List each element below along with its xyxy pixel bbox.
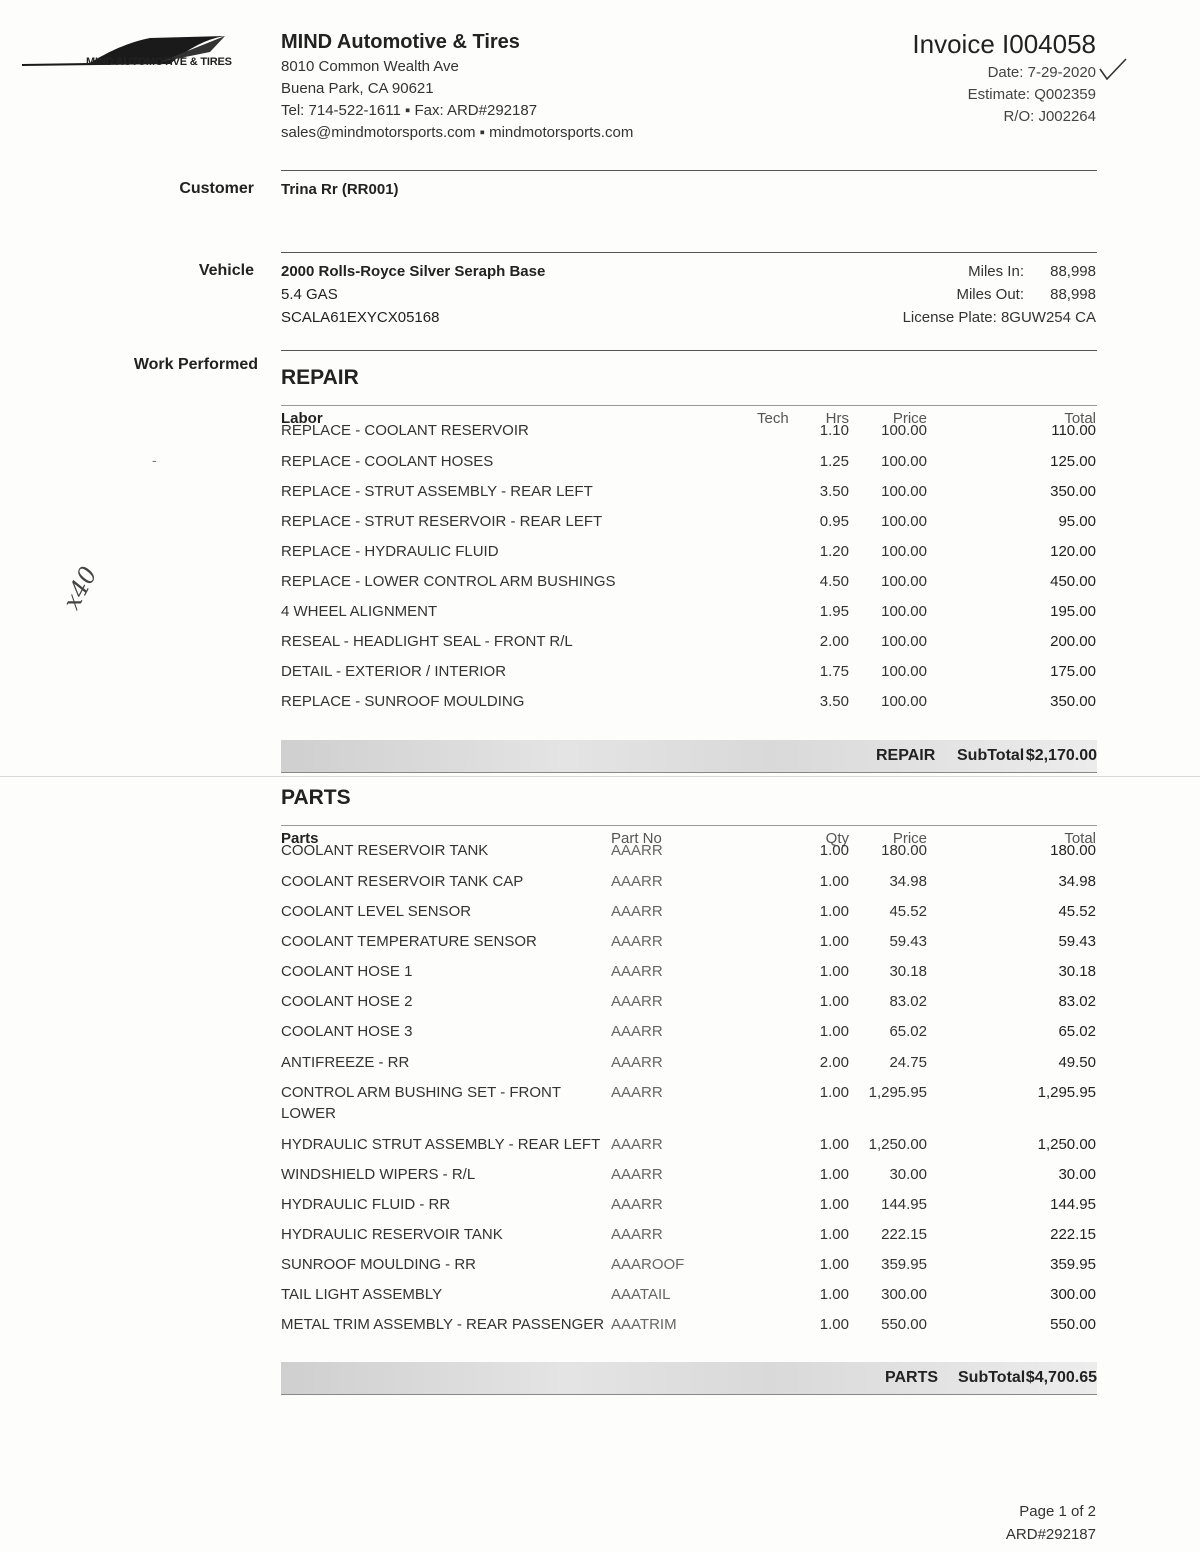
part-qty: 1.00 — [819, 993, 849, 1010]
part-desc: COOLANT LEVEL SENSOR — [281, 903, 472, 920]
repair-price: 100.00 — [881, 663, 927, 680]
repair-hrs: 1.75 — [819, 663, 849, 680]
part-price: 30.18 — [889, 963, 927, 980]
footer-ard: ARD#292187 — [1005, 1526, 1096, 1543]
repair-row — [281, 543, 1097, 567]
part-qty: 1.00 — [819, 1226, 849, 1243]
part-qty: 1.00 — [819, 1196, 849, 1213]
repair-hrs: 3.50 — [819, 483, 849, 500]
invoice-ro: R/O: J002264 — [1003, 108, 1096, 125]
repair-row — [281, 483, 1097, 507]
parts-row — [281, 933, 1097, 957]
vehicle-label: Vehicle — [198, 262, 254, 279]
company-name: MIND Automotive & Tires — [281, 31, 520, 53]
miles-in-value: 88,998 — [1050, 263, 1096, 280]
part-qty: 1.00 — [819, 1166, 849, 1183]
parts-row — [281, 903, 1097, 927]
invoice-estimate: Estimate: Q002359 — [967, 86, 1096, 103]
repair-row — [281, 693, 1097, 717]
part-price: 180.00 — [881, 842, 927, 859]
repair-total: 120.00 — [1050, 543, 1096, 560]
part-number: AAATAIL — [611, 1286, 671, 1303]
header-parts: Parts — [281, 830, 319, 847]
repair-desc: REPLACE - HYDRAULIC FLUID — [281, 543, 499, 560]
part-qty: 1.00 — [819, 1256, 849, 1273]
company-web: sales@mindmotorsports.com ▪ mindmotorsports.com — [281, 124, 634, 141]
parts-row — [281, 1226, 1097, 1250]
part-price: 300.00 — [881, 1286, 927, 1303]
parts-row — [281, 1166, 1097, 1190]
part-desc: COOLANT HOSE 1 — [281, 963, 413, 980]
repair-price: 100.00 — [881, 543, 927, 560]
repair-price: 100.00 — [881, 422, 927, 439]
part-price: 65.02 — [889, 1023, 927, 1040]
miles-out-value: 88,998 — [1050, 286, 1096, 303]
divider — [281, 405, 1097, 406]
part-desc: COOLANT TEMPERATURE SENSOR — [281, 933, 537, 950]
parts-subtotal-bar — [281, 1362, 1097, 1395]
part-desc: COOLANT RESERVOIR TANK CAP — [281, 873, 524, 890]
parts-row — [281, 842, 1097, 866]
repair-desc: REPLACE - STRUT ASSEMBLY - REAR LEFT — [281, 483, 593, 500]
repair-row — [281, 453, 1097, 477]
part-price: 359.95 — [881, 1256, 927, 1273]
part-number: AAAROOF — [611, 1256, 685, 1273]
part-total: 59.43 — [1058, 933, 1096, 950]
part-qty: 1.00 — [819, 842, 849, 859]
parts-subtotal-value: $4,700.65 — [1025, 1369, 1097, 1386]
part-total: 359.95 — [1050, 1256, 1096, 1273]
repair-hrs: 0.95 — [819, 513, 849, 530]
part-qty: 1.00 — [819, 1286, 849, 1303]
part-total: 30.00 — [1058, 1166, 1096, 1183]
part-price: 34.98 — [889, 873, 927, 890]
repair-hrs: 1.20 — [819, 543, 849, 560]
miles-out-label: Miles Out: — [956, 286, 1024, 303]
part-qty: 1.00 — [819, 963, 849, 980]
part-number: AAARR — [611, 842, 663, 859]
header-labor: Labor — [281, 410, 323, 427]
repair-price: 100.00 — [881, 603, 927, 620]
part-total: 300.00 — [1050, 1286, 1096, 1303]
customer-label: Customer — [179, 180, 254, 197]
part-price: 83.02 — [889, 993, 927, 1010]
logo-text: MIND AUTOMOTIVE & TIRES — [86, 56, 232, 68]
invoice-header — [912, 28, 1096, 128]
part-total: 49.50 — [1058, 1054, 1096, 1071]
divider — [281, 350, 1097, 351]
scan-mark: - — [152, 452, 157, 468]
divider — [281, 252, 1097, 253]
divider — [281, 825, 1097, 826]
parts-row — [281, 963, 1097, 987]
part-number: AAARR — [611, 1054, 663, 1071]
repair-row — [281, 422, 1097, 446]
parts-row — [281, 1256, 1097, 1280]
part-price: 45.52 — [889, 903, 927, 920]
page-footer — [1006, 1500, 1096, 1546]
part-qty: 1.00 — [819, 1084, 849, 1101]
part-number: AAARR — [611, 1166, 663, 1183]
repair-total: 110.00 — [1051, 422, 1096, 439]
repair-total: 350.00 — [1050, 693, 1096, 710]
repair-price: 100.00 — [881, 453, 927, 470]
part-number: AAARR — [611, 993, 663, 1010]
parts-row — [281, 1084, 1097, 1122]
repair-price: 100.00 — [881, 573, 927, 590]
part-price: 1,295.95 — [868, 1084, 927, 1101]
parts-row — [281, 1196, 1097, 1220]
part-qty: 2.00 — [819, 1054, 849, 1071]
company-address-line1: 8010 Common Wealth Ave — [281, 58, 459, 75]
part-total: 45.52 — [1058, 903, 1096, 920]
part-qty: 1.00 — [819, 1023, 849, 1040]
repair-total: 350.00 — [1050, 483, 1096, 500]
part-number: AAARR — [611, 873, 663, 890]
part-desc: COOLANT RESERVOIR TANK — [281, 842, 489, 859]
repair-subtotal-bar — [281, 740, 1097, 773]
paper-fold-line — [0, 776, 1200, 777]
part-number: AAATRIM — [611, 1316, 677, 1333]
header-tech: Tech — [757, 410, 789, 427]
part-desc: WINDSHIELD WIPERS - R/L — [281, 1166, 476, 1183]
header-hrs: Hrs — [825, 410, 849, 427]
part-number: AAARR — [611, 903, 663, 920]
part-total: 550.00 — [1050, 1316, 1096, 1333]
vehicle-mileage — [903, 260, 1096, 329]
repair-price: 100.00 — [881, 513, 927, 530]
work-performed-label: Work Performed — [133, 356, 258, 373]
part-desc: HYDRAULIC FLUID - RR — [281, 1196, 451, 1213]
part-desc: TAIL LIGHT ASSEMBLY — [281, 1286, 443, 1303]
part-price: 24.75 — [889, 1054, 927, 1071]
repair-desc: 4 WHEEL ALIGNMENT — [281, 603, 438, 620]
repair-hrs: 3.50 — [819, 693, 849, 710]
company-logo — [20, 30, 260, 75]
license-plate: License Plate: 8GUW254 CA — [902, 309, 1096, 326]
part-desc: COOLANT HOSE 3 — [281, 1023, 413, 1040]
part-qty: 1.00 — [819, 873, 849, 890]
parts-table — [281, 830, 1097, 1333]
repair-row — [281, 663, 1097, 687]
repair-hrs: 1.95 — [819, 603, 849, 620]
part-price: 59.43 — [889, 933, 927, 950]
repair-desc: REPLACE - SUNROOF MOULDING — [281, 693, 525, 710]
repair-row — [281, 603, 1097, 627]
header-partno: Part No — [611, 830, 662, 847]
repair-total: 200.00 — [1050, 633, 1096, 650]
part-price: 144.95 — [881, 1196, 927, 1213]
part-price: 550.00 — [881, 1316, 927, 1333]
part-desc: CONTROL ARM BUSHING SET - FRONT — [281, 1084, 562, 1101]
part-desc: HYDRAULIC RESERVOIR TANK — [281, 1226, 503, 1243]
repair-row — [281, 513, 1097, 537]
repair-desc: REPLACE - STRUT RESERVOIR - REAR LEFT — [281, 513, 603, 530]
repair-table — [281, 410, 1097, 710]
part-number: AAARR — [611, 1136, 663, 1153]
part-number: AAARR — [611, 1023, 663, 1040]
parts-row — [281, 873, 1097, 897]
page-number: Page 1 of 2 — [1019, 1503, 1096, 1520]
invoice-title: Invoice I004058 — [912, 29, 1096, 59]
part-qty: 1.00 — [819, 933, 849, 950]
repair-price: 100.00 — [881, 483, 927, 500]
repair-price: 100.00 — [881, 693, 927, 710]
repair-row — [281, 633, 1097, 657]
parts-row — [281, 1136, 1097, 1160]
repair-desc: DETAIL - EXTERIOR / INTERIOR — [281, 663, 507, 680]
part-total: 34.98 — [1058, 873, 1096, 890]
repair-hrs: 4.50 — [819, 573, 849, 590]
repair-desc: REPLACE - COOLANT RESERVOIR — [281, 422, 529, 439]
parts-row — [281, 1054, 1097, 1078]
part-qty: 1.00 — [819, 1136, 849, 1153]
divider — [281, 170, 1097, 171]
part-qty: 1.00 — [819, 903, 849, 920]
company-info — [281, 30, 633, 144]
part-total: 30.18 — [1058, 963, 1096, 980]
header-price: Price — [892, 410, 927, 427]
part-total: 65.02 — [1058, 1023, 1096, 1040]
part-total: 222.15 — [1050, 1226, 1096, 1243]
invoice-date: Date: 7-29-2020 — [987, 64, 1096, 81]
parts-subtotal-label: PARTS — [885, 1369, 939, 1386]
header-total: Total — [1064, 830, 1096, 847]
part-price: 222.15 — [881, 1226, 927, 1243]
repair-total: 95.00 — [1058, 513, 1096, 530]
repair-hrs: 1.25 — [819, 453, 849, 470]
customer-name: Trina Rr (RR001) — [281, 181, 399, 198]
repair-subtotal-label: REPAIR — [876, 747, 936, 764]
repair-price: 100.00 — [881, 633, 927, 650]
vehicle-vin: SCALA61EXYCX05168 — [281, 309, 440, 326]
handwritten-note — [58, 556, 118, 626]
repair-desc: REPLACE - COOLANT HOSES — [281, 453, 494, 470]
part-total: 1,295.95 — [1037, 1084, 1096, 1101]
repair-hrs: 2.00 — [819, 633, 849, 650]
part-total: 1,250.00 — [1037, 1136, 1096, 1153]
parts-section-title: PARTS — [281, 786, 351, 809]
part-total: 144.95 — [1050, 1196, 1096, 1213]
part-desc: ANTIFREEZE - RR — [281, 1054, 410, 1071]
vehicle-engine: 5.4 GAS — [281, 286, 338, 303]
header-total: Total — [1064, 410, 1096, 427]
repair-section-title: REPAIR — [281, 366, 359, 389]
header-qty: Qty — [825, 830, 849, 847]
vehicle-model: 2000 Rolls-Royce Silver Seraph Base — [281, 263, 546, 280]
part-qty: 1.00 — [819, 1316, 849, 1333]
repair-total: 175.00 — [1050, 663, 1096, 680]
part-number: AAARR — [611, 963, 663, 980]
part-number: AAARR — [611, 1084, 663, 1101]
part-price: 1,250.00 — [868, 1136, 927, 1153]
handwritten-note-text: x40 — [57, 561, 103, 615]
header-price: Price — [892, 830, 927, 847]
repair-subtotal-value: $2,170.00 — [1025, 747, 1097, 764]
parts-subtotal-word: SubTotal — [958, 1369, 1026, 1386]
vehicle-info — [281, 260, 545, 329]
part-desc: COOLANT HOSE 2 — [281, 993, 413, 1010]
repair-row — [281, 573, 1097, 597]
handwritten-checkmark-icon — [1098, 57, 1128, 83]
parts-row — [281, 1286, 1097, 1310]
repair-subtotal-word: SubTotal — [957, 747, 1025, 764]
part-desc: SUNROOF MOULDING - RR — [281, 1256, 476, 1273]
part-total: 180.00 — [1050, 842, 1096, 859]
parts-row — [281, 993, 1097, 1017]
part-number: AAARR — [611, 933, 663, 950]
repair-total: 450.00 — [1050, 573, 1096, 590]
repair-total: 125.00 — [1050, 453, 1096, 470]
company-address-line2: Buena Park, CA 90621 — [281, 80, 434, 97]
part-number: AAARR — [611, 1196, 663, 1213]
miles-in-label: Miles In: — [968, 263, 1024, 280]
part-desc: HYDRAULIC STRUT ASSEMBLY - REAR LEFT — [281, 1136, 601, 1153]
part-desc-line2: LOWER — [281, 1105, 337, 1122]
part-total: 83.02 — [1058, 993, 1096, 1010]
repair-total: 195.00 — [1050, 603, 1096, 620]
parts-row — [281, 1316, 1097, 1340]
part-number: AAARR — [611, 1226, 663, 1243]
repair-desc: REPLACE - LOWER CONTROL ARM BUSHINGS — [281, 573, 616, 590]
parts-row — [281, 1023, 1097, 1047]
repair-hrs: 1.10 — [819, 422, 849, 439]
part-desc: METAL TRIM ASSEMBLY - REAR PASSENGER — [281, 1316, 605, 1333]
part-price: 30.00 — [889, 1166, 927, 1183]
company-phone: Tel: 714-522-1611 ▪ Fax: ARD#292187 — [281, 102, 538, 119]
repair-desc: RESEAL - HEADLIGHT SEAL - FRONT R/L — [281, 633, 573, 650]
